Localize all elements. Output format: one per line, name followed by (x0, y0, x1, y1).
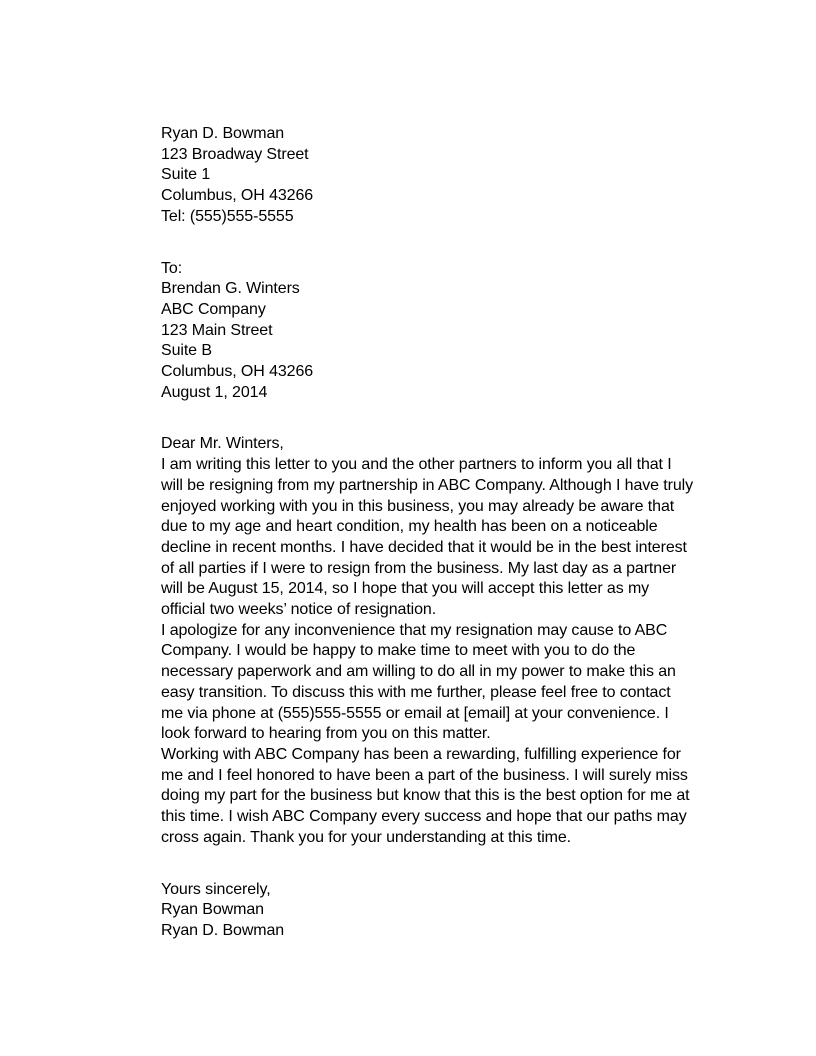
body-line: Working with ABC Company has been a rewarding, fulfilling experience for (161, 745, 681, 763)
complimentary-close: Yours sincerely, (161, 880, 271, 898)
body-line: this time. I wish ABC Company every success and hope that our paths may (161, 808, 687, 826)
body-line: cross again. Thank you for your understanding at this time. (161, 828, 572, 846)
printed-name: Ryan D. Bowman (161, 921, 285, 939)
recipient-company: ABC Company (161, 300, 266, 318)
body-line: doing my part for the business but know that this is the best option for me at (161, 787, 690, 805)
resignation-letter (161, 124, 701, 942)
body-line: will be resigning from my partnership in ABC Company. Although I have truly (161, 476, 694, 494)
body-line: necessary paperwork and am willing to do all in my power to make this an (161, 663, 676, 681)
body-line: Company. I would be happy to make time to meet with you to do the (161, 642, 636, 660)
body-line: due to my age and heart condition, my health has been on a noticeable (161, 518, 658, 536)
recipient-street: 123 Main Street (161, 321, 273, 339)
body-line: decline in recent months. I have decided that it would be in the best interest (161, 538, 687, 556)
sender-address-block (161, 124, 701, 228)
to-label: To: (161, 259, 183, 277)
body-line: I apologize for any inconvenience that my resignation may cause to ABC (161, 621, 668, 639)
body-line: me and I feel honored to have been a part of the business. I will surely miss (161, 766, 688, 784)
signature: Ryan Bowman (161, 901, 264, 919)
sender-city-state-zip: Columbus, OH 43266 (161, 187, 314, 205)
body-line: official two weeks’ notice of resignation. (161, 601, 437, 619)
letter-date: August 1, 2014 (161, 383, 268, 401)
sender-street: 123 Broadway Street (161, 145, 309, 163)
body-line: enjoyed working with you in this business, you may already be aware that (161, 497, 675, 515)
body-line: I am writing this letter to you and the other partners to inform you all that I (161, 456, 672, 474)
body-line: will be August 15, 2014, so I hope that you will accept this letter as my (161, 580, 650, 598)
recipient-address-block (161, 259, 701, 404)
salutation: Dear Mr. Winters, (161, 435, 284, 453)
body-line: me via phone at (555)555-5555 or email at [email] at your convenience. I (161, 704, 669, 722)
body-line: easy transition. To discuss this with me further, please feel free to contact (161, 683, 671, 701)
recipient-name: Brendan G. Winters (161, 280, 300, 298)
sender-suite: Suite 1 (161, 166, 211, 184)
body-line: of all parties if I were to resign from the business. My last day as a partner (161, 559, 677, 577)
recipient-city-state-zip: Columbus, OH 43266 (161, 363, 314, 381)
closing-block (161, 880, 701, 942)
sender-phone: Tel: (555)555-5555 (161, 207, 294, 225)
recipient-suite: Suite B (161, 342, 212, 360)
sender-name: Ryan D. Bowman (161, 125, 285, 142)
body-line: look forward to hearing from you on this matter. (161, 725, 491, 743)
letter-body (161, 434, 701, 848)
